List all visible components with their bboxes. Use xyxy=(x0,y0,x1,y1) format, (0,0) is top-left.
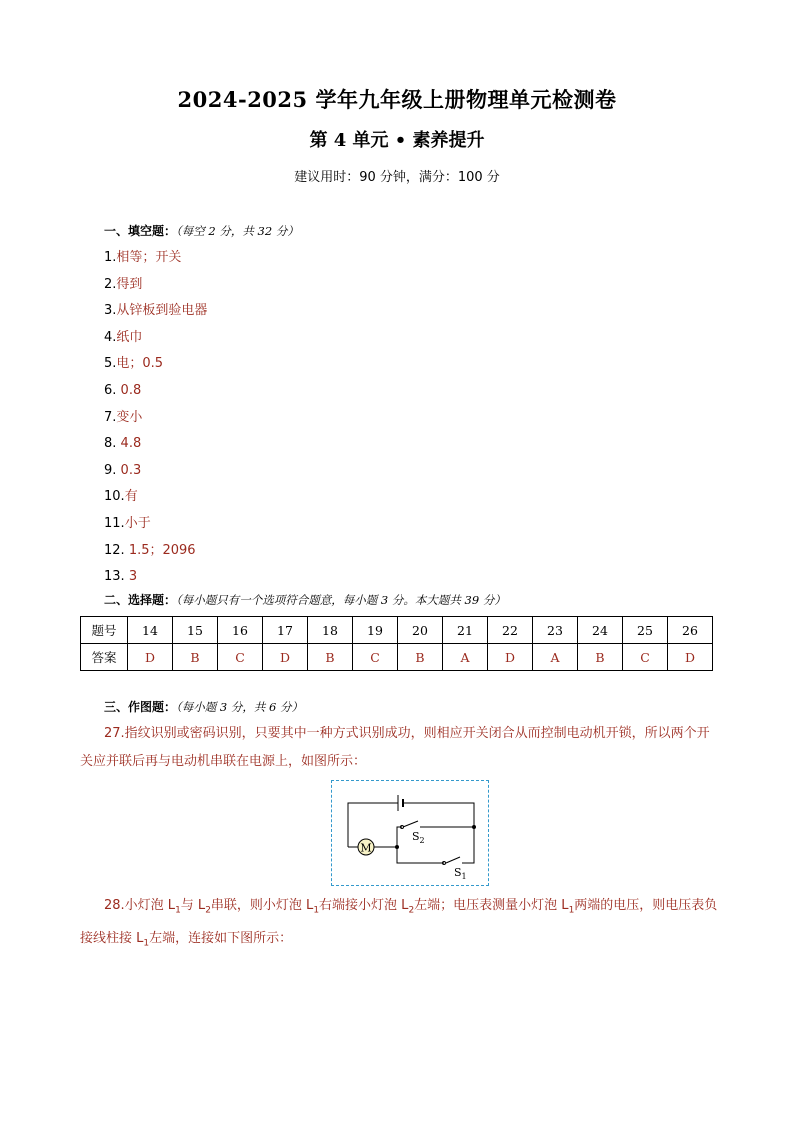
fill-answer-value: 小于 xyxy=(124,515,151,531)
fill-answer-item xyxy=(104,276,207,303)
section3-title: 三、作图题： xyxy=(104,700,177,714)
section3-note: （每小题 3 分，共 6 分） xyxy=(176,700,304,714)
question-number-cell: 16 xyxy=(218,617,263,644)
switch-s2-label: $S_2$ xyxy=(412,830,425,845)
fill-answer-number: 2. xyxy=(104,276,117,292)
fill-answer-value: 纸巾 xyxy=(116,329,143,345)
answer-cell: C xyxy=(218,644,263,671)
page-title: 2024-2025 学年九年级上册物理单元检测卷 xyxy=(177,87,617,112)
answer-row xyxy=(81,644,713,671)
answer-cell: D xyxy=(488,644,533,671)
question-number-cell: 20 xyxy=(398,617,443,644)
row-label-answer: 答案 xyxy=(81,644,128,671)
wire-branch-s2 xyxy=(397,827,402,847)
circuit-diagram-q27 xyxy=(331,780,489,886)
answer-cell: B xyxy=(308,644,353,671)
question-number-row xyxy=(81,617,713,644)
question-number-cell: 14 xyxy=(128,617,173,644)
fill-answer-number: 12. xyxy=(104,542,129,558)
fill-answer-item xyxy=(104,355,207,382)
fill-in-answer-list xyxy=(104,249,207,595)
fill-answer-number: 5. xyxy=(104,356,117,372)
fill-answer-item xyxy=(104,302,207,329)
wire-s1-right xyxy=(462,827,474,863)
fill-answer-item xyxy=(104,515,207,542)
junction-dot-left xyxy=(395,845,399,849)
answer-cell: B xyxy=(173,644,218,671)
row-label-question: 题号 xyxy=(81,617,128,644)
choice-answer-table xyxy=(80,616,713,671)
fill-answer-value: 从锌板到验电器 xyxy=(116,303,208,319)
section2-heading xyxy=(104,591,506,608)
answer-cell: A xyxy=(533,644,578,671)
question-number-cell: 17 xyxy=(263,617,308,644)
fill-answer-value: 4.8 xyxy=(120,436,142,452)
fill-answer-value: 1.5；2096 xyxy=(128,542,196,558)
question-number-cell: 23 xyxy=(533,617,578,644)
answer-cell: B xyxy=(398,644,443,671)
fill-answer-item xyxy=(104,435,207,462)
fill-answer-item xyxy=(104,409,207,436)
circuit-svg xyxy=(332,781,488,885)
question-number-cell: 19 xyxy=(353,617,398,644)
section3-heading xyxy=(104,698,303,715)
q28-answer-text: 28.小灯泡 $L_1$与 $L_2$串联，则小灯泡 $L_1$右端接小灯泡 $L_2$左端；电压表测量小灯泡 $L_1$两端的电压，则电压表负接线柱接 $L_1$左端，连接如下图所示： xyxy=(80,898,718,949)
fill-answer-number: 7. xyxy=(104,409,117,425)
answer-cell: C xyxy=(623,644,668,671)
question-number-cell: 22 xyxy=(488,617,533,644)
fill-answer-value: 有 xyxy=(124,489,138,505)
fill-answer-number: 11. xyxy=(104,515,125,531)
question-number-cell: 26 xyxy=(668,617,713,644)
switch-s2-icon xyxy=(403,821,418,827)
section2-title: 二、选择题： xyxy=(104,593,177,607)
answer-cell: D xyxy=(263,644,308,671)
motor-label: M xyxy=(360,841,372,855)
fill-answer-number: 10. xyxy=(104,489,125,505)
page-subtitle: 第 4 单元 • 素养提升 xyxy=(309,130,485,151)
fill-answer-number: 9. xyxy=(104,462,121,478)
fill-answer-number: 6. xyxy=(104,382,121,398)
fill-answer-item xyxy=(104,488,207,515)
time-info: 建议用时：90 分钟，满分：100 分 xyxy=(294,170,500,185)
junction-dot-right xyxy=(472,825,476,829)
switch-s1-label: $S_1$ xyxy=(454,866,467,881)
answer-cell: C xyxy=(353,644,398,671)
fill-answer-value: 0.3 xyxy=(120,462,142,478)
fill-answer-value: 3 xyxy=(128,569,138,585)
fill-answer-item xyxy=(104,542,207,569)
answer-cell: B xyxy=(578,644,623,671)
fill-answer-item xyxy=(104,329,207,356)
switch-s1-icon xyxy=(446,857,460,863)
section2-note: （每小题只有一个选项符合题意，每小题 3 分。本大题共 39 分） xyxy=(176,593,506,607)
fill-answer-value: 电；0.5 xyxy=(116,356,164,372)
section1-note: （每空 2 分，共 32 分） xyxy=(176,224,299,238)
section1-title: 一、填空题： xyxy=(104,224,177,238)
wire-branch-s1 xyxy=(397,847,444,863)
fill-answer-number: 4. xyxy=(104,329,117,345)
fill-answer-number: 13. xyxy=(104,569,129,585)
fill-answer-value: 相等；开关 xyxy=(116,250,182,265)
answer-cell: D xyxy=(668,644,713,671)
question-number-cell: 25 xyxy=(623,617,668,644)
fill-answer-item xyxy=(104,382,207,409)
section1-heading xyxy=(104,222,299,239)
fill-answer-item xyxy=(104,462,207,489)
wire-top-left xyxy=(348,803,398,847)
fill-answer-number: 8. xyxy=(104,436,121,452)
fill-answer-value: 得到 xyxy=(116,276,143,292)
answer-cell: D xyxy=(128,644,173,671)
fill-answer-value: 变小 xyxy=(116,409,143,425)
answer-cell: A xyxy=(443,644,488,671)
question-number-cell: 18 xyxy=(308,617,353,644)
fill-answer-value: 0.8 xyxy=(120,382,142,398)
fill-answer-number: 3. xyxy=(104,303,117,319)
fill-answer-number: 1. xyxy=(104,250,117,265)
wire-top-right xyxy=(403,803,474,827)
q27-answer-text: 27.指纹识别或密码识别，只要其中一种方式识别成功，则相应开关闭合从而控制电动机开锁，所以两个开关应并联后再与电动机串联在电源上，如图所示： xyxy=(80,726,710,769)
question-number-cell: 21 xyxy=(443,617,488,644)
fill-answer-item xyxy=(104,249,207,276)
question-number-cell: 15 xyxy=(173,617,218,644)
question-number-cell: 24 xyxy=(578,617,623,644)
